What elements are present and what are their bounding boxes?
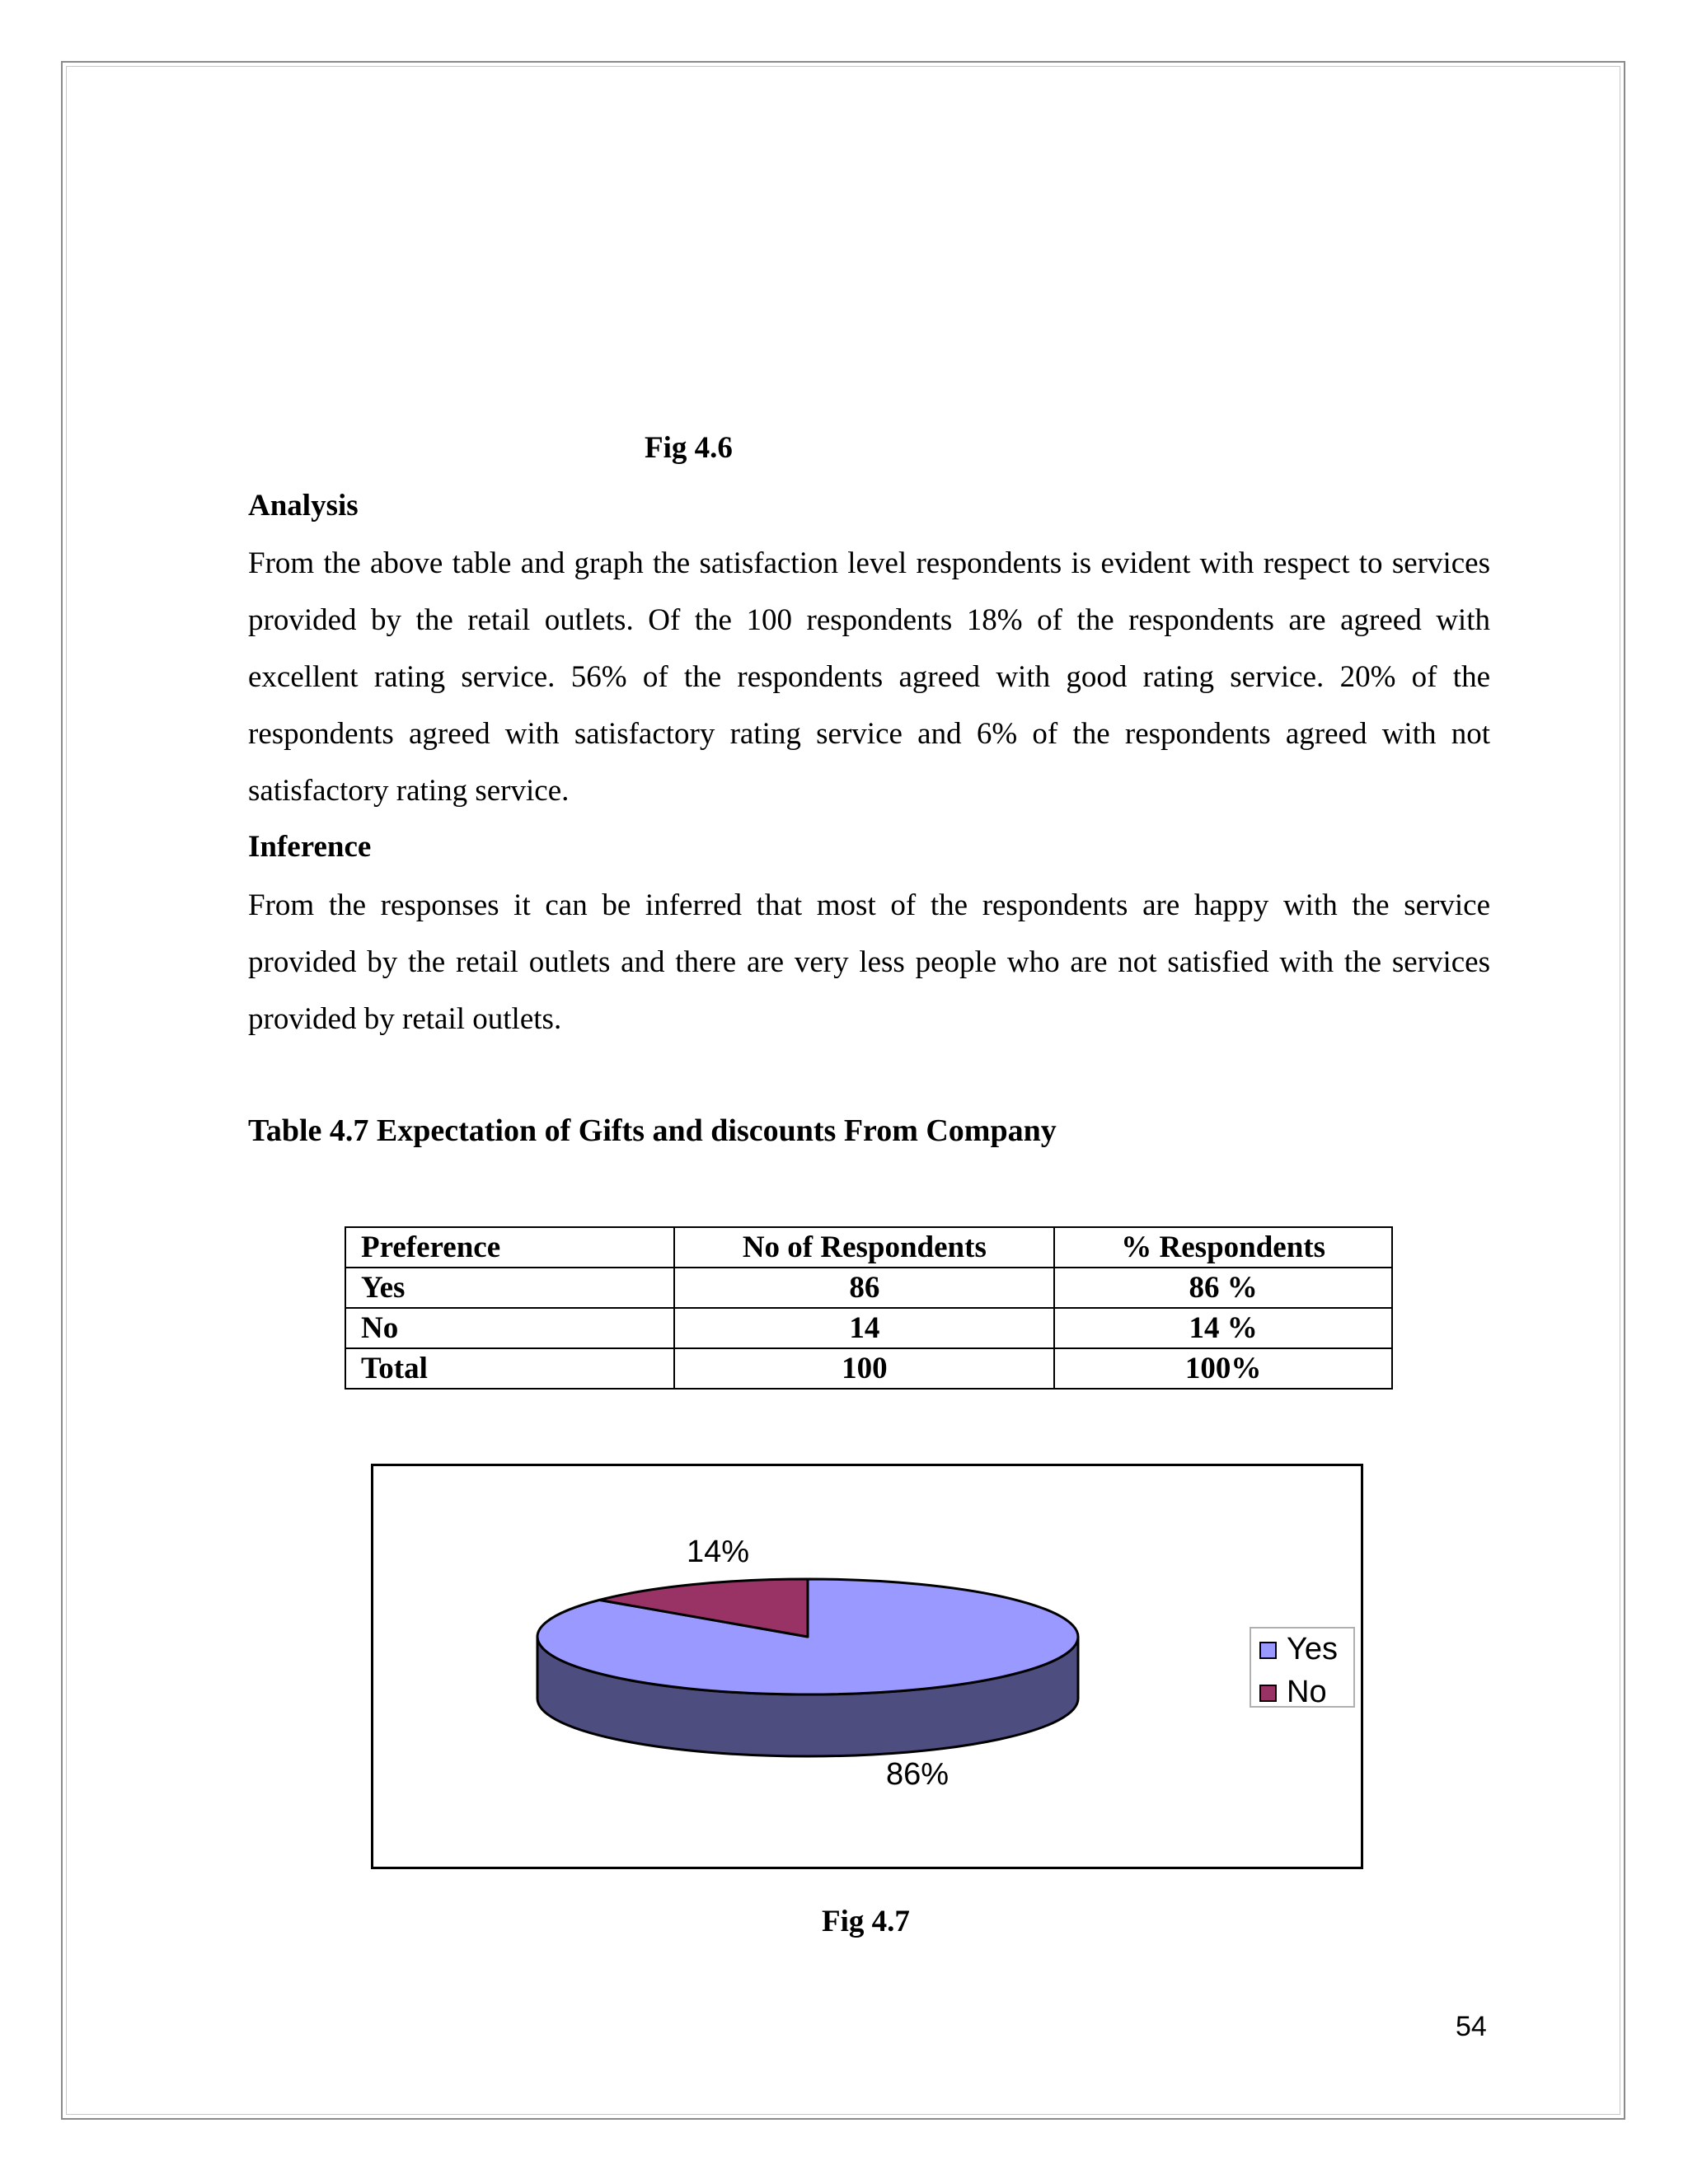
table-row bbox=[345, 1268, 1392, 1308]
page-number: 54 bbox=[1456, 2011, 1487, 2042]
table-header-cell: No of Respondents bbox=[674, 1227, 1054, 1268]
pie-data-label-yes: 86% bbox=[885, 1757, 950, 1792]
pie-data-label-no: 14% bbox=[686, 1535, 750, 1569]
table-cell: 14 bbox=[674, 1308, 1054, 1348]
analysis-heading: Analysis bbox=[248, 489, 359, 523]
respondents-table bbox=[345, 1226, 1393, 1390]
table-row bbox=[345, 1348, 1392, 1389]
inference-paragraph: From the responses it can be inferred that most of the respondents are happy with the service provided by the retail outlets and there are very less people who are not satisfied with the services provided by retail outlets. bbox=[248, 888, 1490, 1036]
table-cell: 86 bbox=[674, 1268, 1054, 1308]
table-cell: 100 bbox=[674, 1348, 1054, 1389]
table-header-cell: % Respondents bbox=[1054, 1227, 1392, 1268]
table-cell: 100% bbox=[1054, 1348, 1392, 1389]
table-row bbox=[345, 1308, 1392, 1348]
pie-legend-label-yes: Yes bbox=[1287, 1632, 1338, 1666]
table-cell: 14 % bbox=[1054, 1308, 1392, 1348]
table-cell: 86 % bbox=[1054, 1268, 1392, 1308]
fig-4-6-caption: Fig 4.6 bbox=[645, 431, 733, 465]
table-cell: Yes bbox=[345, 1268, 674, 1308]
inference-heading: Inference bbox=[248, 830, 372, 864]
pie-legend-label-no: No bbox=[1287, 1675, 1327, 1709]
table-cell: Total bbox=[345, 1348, 674, 1389]
pie-legend-swatch-no bbox=[1260, 1685, 1276, 1701]
table-cell: No bbox=[345, 1308, 674, 1348]
fig-4-7-caption: Fig 4.7 bbox=[822, 1905, 910, 1938]
table-title: Table 4.7 Expectation of Gifts and discounts From Company bbox=[248, 1113, 1057, 1148]
table-header-row bbox=[345, 1227, 1392, 1268]
analysis-paragraph: From the above table and graph the satisfaction level respondents is evident with respect to services provided by the retail outlets. Of the 100 respondents 18% of the respondents are agreed with excellent rating service. 56% of the respondents agreed with good rating service. 20% of the respondents agreed with satisfactory rating service and 6% of the respondents agreed with not satisfactory rating service. bbox=[248, 546, 1490, 808]
pie-chart bbox=[371, 1464, 1363, 1869]
pie-legend-swatch-yes bbox=[1260, 1643, 1276, 1658]
table-header-cell: Preference bbox=[345, 1227, 674, 1268]
pie-chart-svg bbox=[373, 1466, 1361, 1867]
